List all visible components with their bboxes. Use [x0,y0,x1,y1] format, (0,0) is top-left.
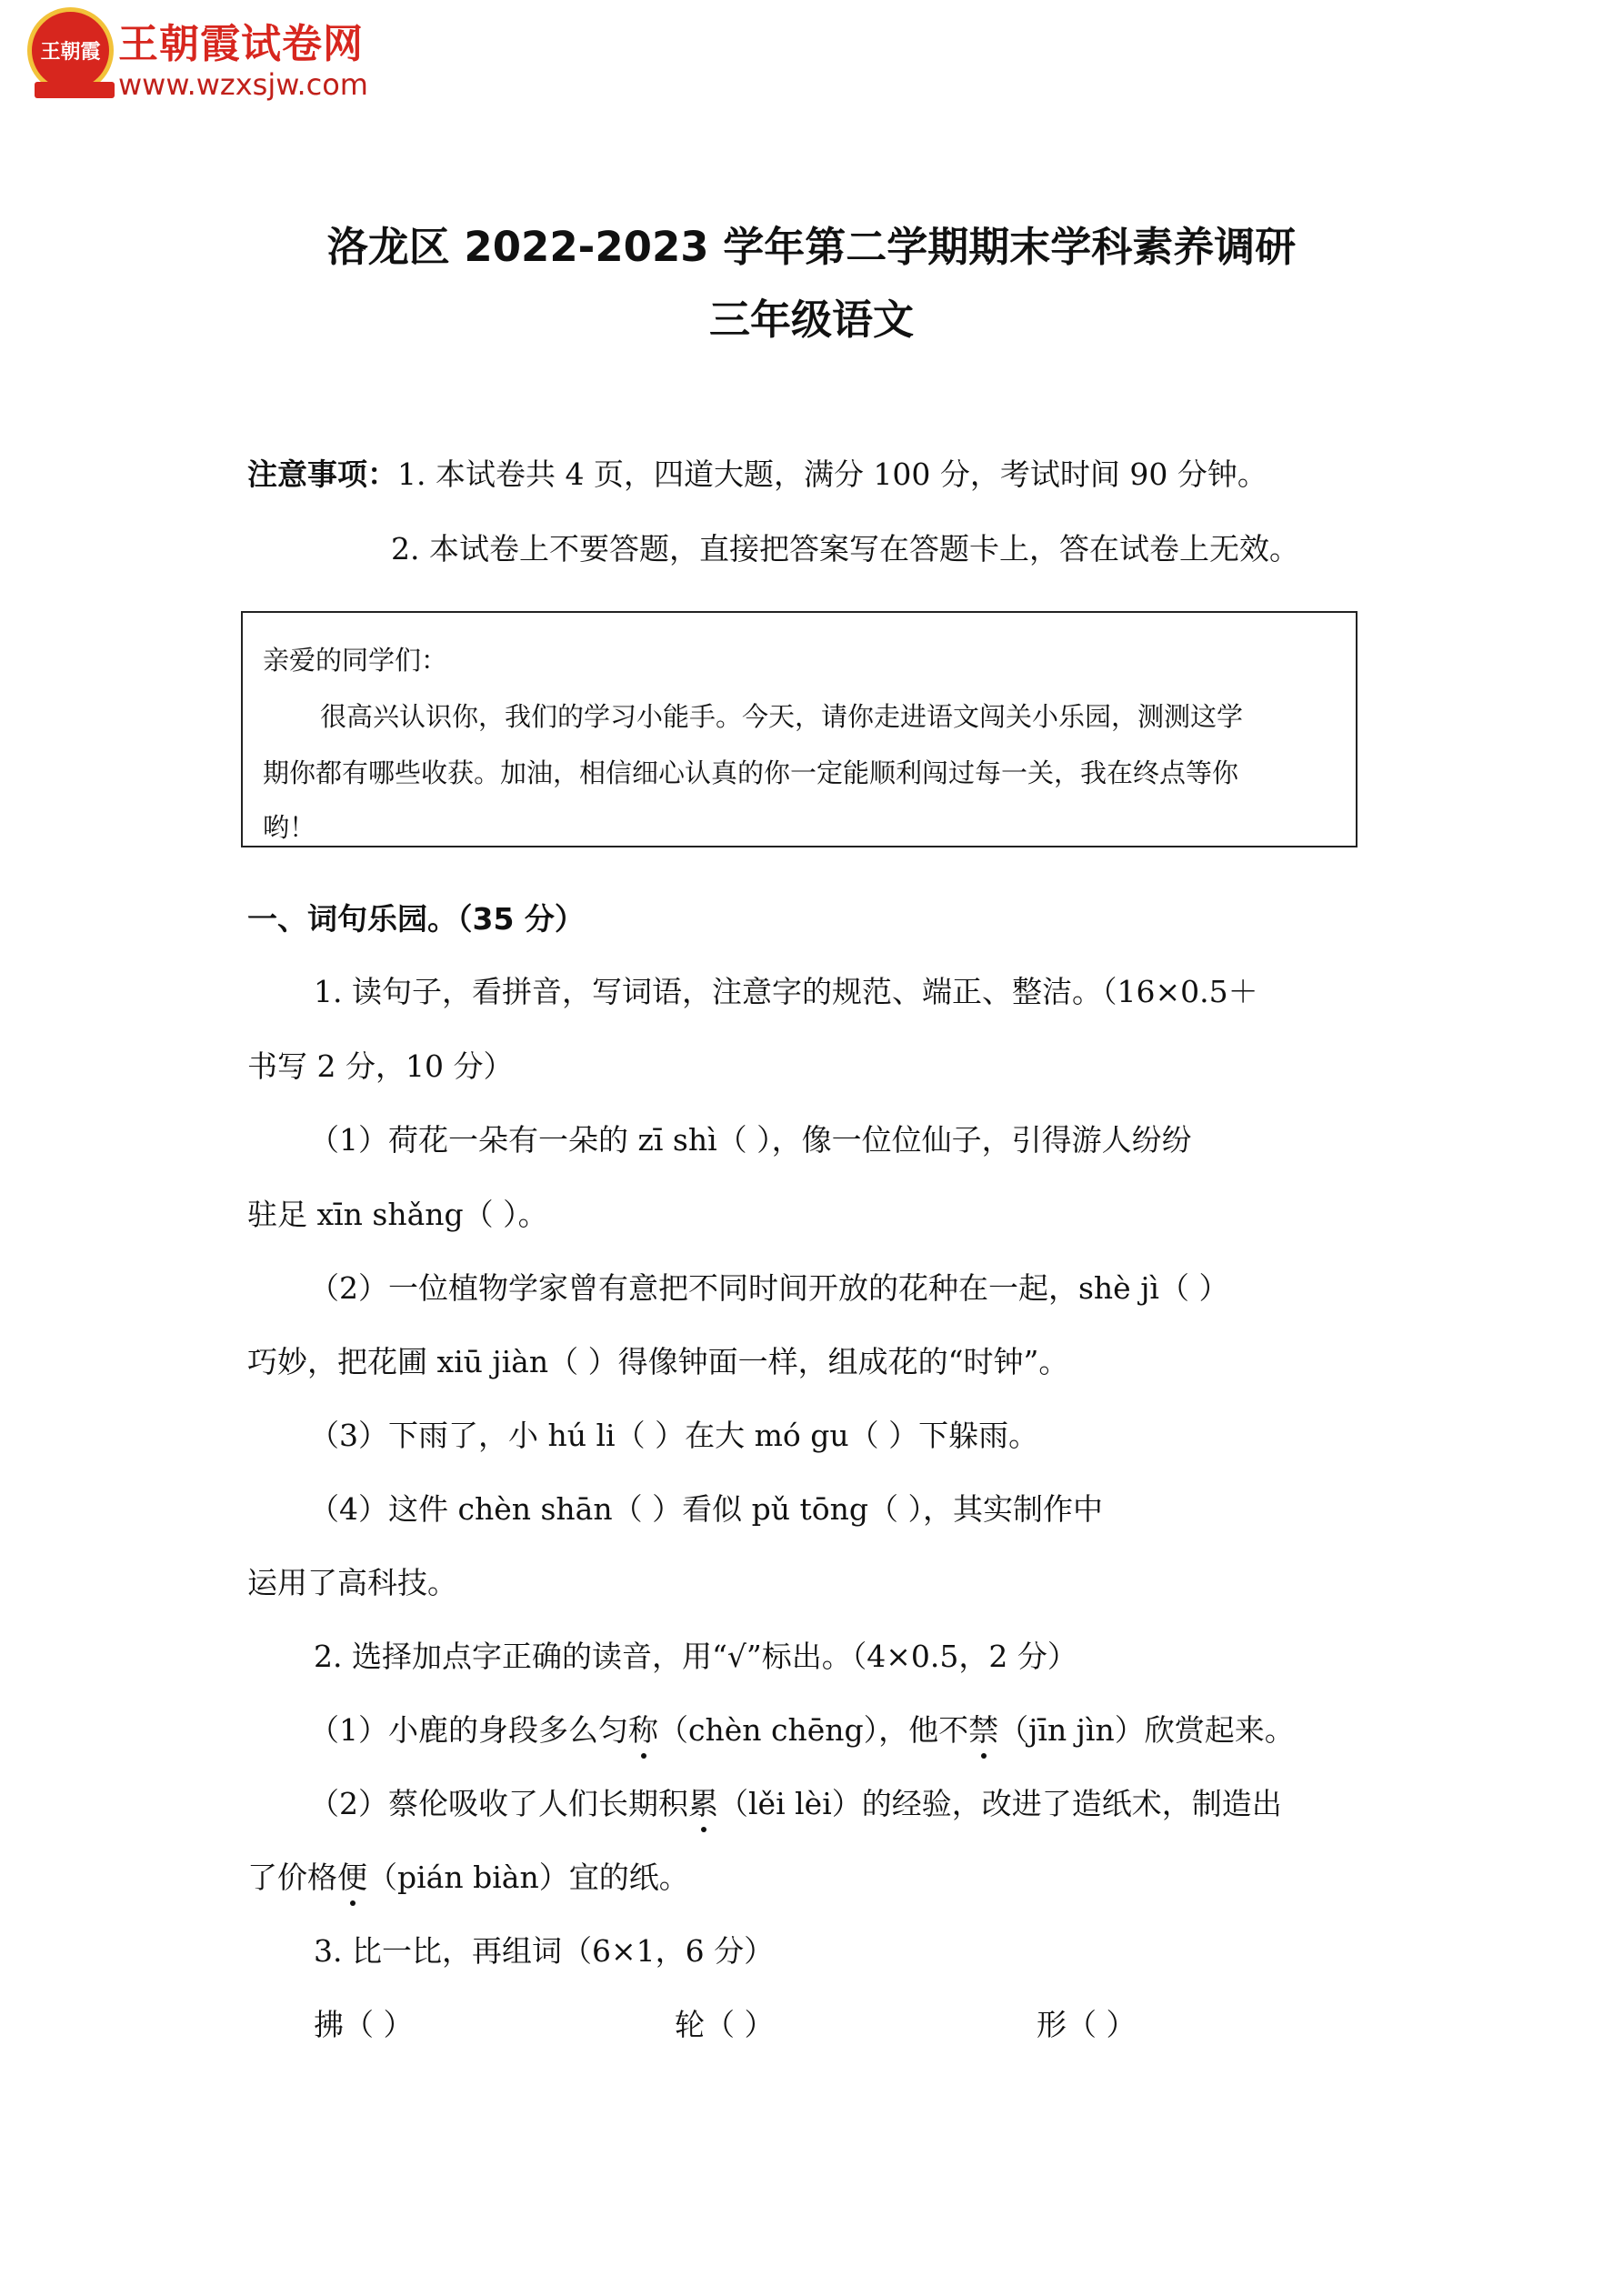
q2-sub2-text-c: 了价格 [247,1860,337,1895]
q2-sub1-text-c: （jīn jìn）欣赏起来。 [998,1712,1295,1748]
q2-sub2-dotted-char-1: 累 [688,1780,718,1823]
q2-sub1 [309,1707,1295,1750]
greeting-line-1: 亲爱的同学们： [263,645,448,676]
greeting-line-4: 哟！ [263,812,316,843]
q1-sub1-line-2: 驻足 xīn shǎng（ ）。 [247,1197,548,1232]
q3-word-2: 轮（ ） [675,2007,775,2042]
logo-name: 王朝霞试卷网 [118,21,364,67]
site-logo [27,7,409,103]
q1-sub2-line-1: （2）一位植物学家曾有意把不同时间开放的花种在一起，shè jì（ ） [309,1270,1229,1306]
q2-sub2-text-a: （2）蔡伦吸收了人们长期积 [309,1786,688,1821]
q2-sub2-text-d: （pián biàn）宜的纸。 [367,1860,689,1895]
q2-sub2-line-2 [247,1854,689,1897]
q1-sub3: （3）下雨了，小 hú li（ ）在大 mó gu（ ）下躲雨。 [309,1418,1039,1453]
notice-text-1: 1. 本试卷共 4 页，四道大题，满分 100 分，考试时间 90 分钟。 [397,456,1267,492]
q2-sub1-dotted-char-2: 禁 [968,1707,998,1750]
notice-item-2: 2. 本试卷上不要答题，直接把答案写在答题卡上，答在试卷上无效。 [391,531,1299,566]
logo-ribbon [35,82,115,98]
greeting-line-2: 很高兴认识你，我们的学习小能手。今天，请你走进语文闯关小乐园，测测这学 [320,701,1244,732]
logo-seal-text: 王朝霞 [40,40,101,64]
q1-prompt-line-2: 书写 2 分，10 分） [247,1048,514,1084]
exam-subtitle: 三年级语文 [708,296,914,344]
q2-sub2-line-1 [309,1780,1282,1823]
q3-word-3: 形（ ） [1037,2007,1137,2042]
q1-sub1-line-1: （1）荷花一朵有一朵的 zī shì（ ），像一位位仙子，引得游人纷纷 [309,1122,1192,1158]
q2-sub2-text-b: （lěi lèi）的经验，改进了造纸术，制造出 [718,1786,1282,1821]
q1-sub4-line-2: 运用了高科技。 [247,1565,457,1600]
q2-sub1-text-a: （1）小鹿的身段多么匀 [309,1712,628,1748]
q1-sub4-line-1: （4）这件 chèn shān（ ）看似 pǔ tōng（ ），其实制作中 [309,1491,1103,1527]
greeting-line-3: 期你都有哪些收获。加油，相信细心认真的你一定能顺利闯过每一关，我在终点等你 [263,757,1239,788]
section-1-heading: 一、词句乐园。（35 分） [247,901,585,937]
q3-prompt: 3. 比一比，再组词（6×1，6 分） [314,1933,775,1969]
q3-word-1: 拂（ ） [314,2007,414,2042]
q1-prompt-line-1: 1. 读句子，看拼音，写词语，注意字的规范、端正、整洁。（16×0.5＋ [314,974,1258,1009]
q2-sub1-dotted-char-1: 称 [628,1707,658,1750]
logo-seal-icon [27,7,114,94]
logo-url: www.wzxsjw.com [118,67,368,102]
greeting-box [241,611,1358,847]
exam-title: 洛龙区 2022-2023 学年第二学期期末学科素养调研 [326,223,1297,271]
q2-sub2-dotted-char-2: 便 [337,1854,367,1897]
q2-sub1-text-b: （chèn chēng），他不 [658,1712,969,1748]
notice-item-1 [247,451,1267,494]
q2-prompt: 2. 选择加点字正确的读音，用“√”标出。（4×0.5，2 分） [314,1639,1077,1674]
q1-sub2-line-2: 巧妙，把花圃 xiū jiàn（ ）得像钟面一样，组成花的“时钟”。 [247,1344,1069,1379]
notice-label: 注意事项： [247,456,397,492]
